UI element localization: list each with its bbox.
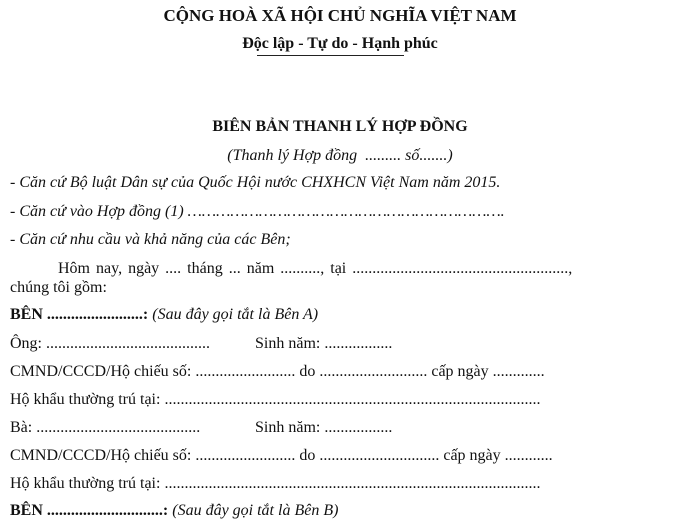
motto-underline [257,55,404,56]
party-a-mrs-birth: Sinh năm: ................. [255,419,393,436]
party-a-id: CMND/CCCD/Hộ chiếu số: ......................... do .............................. cấp ngày ............ [10,447,553,464]
party-b-heading [10,501,338,521]
document-title: BIÊN BẢN THANH LÝ HỢP ĐỒNG [212,118,468,135]
party-a-label: BÊN ........................: [10,306,149,323]
party-a-mrs: Bà: ......................................... [10,419,201,436]
party-a-mr-birth: Sinh năm: ................. [255,335,393,352]
party-a-address: Hộ khẩu thường trú tại: .............................................................................................. [10,475,541,492]
party-b-label: BÊN .............................: [10,502,169,519]
party-b-note: (Sau đây gọi tắt là Bên B) [168,502,339,519]
party-a-address: Hộ khẩu thường trú tại: .............................................................................................. [10,391,541,408]
party-a-id: CMND/CCCD/Hộ chiếu số: ......................... do ........................... cấp ngày ............. [10,363,545,380]
party-a-note: (Sau đây gọi tắt là Bên A) [148,306,319,323]
basis-line: - Căn cứ Bộ luật Dân sự của Quốc Hội nước CHXHCN Việt Nam năm 2015. [10,174,501,191]
intro-line: Hôm nay, ngày .... tháng ... năm .........., tại ......................................................, [58,260,573,277]
motto: Độc lập - Tự do - Hạnh phúc [242,35,438,52]
intro-line: chúng tôi gồm: [10,279,107,296]
party-a-mr: Ông: ......................................... [10,335,210,352]
party-a-heading [10,305,318,325]
basis-line: - Căn cứ vào Hợp đồng (1) …………………………………………………………. [10,203,505,220]
document-subtitle: (Thanh lý Hợp đồng ......... số.......) [227,147,453,164]
nation-heading: CỘNG HOÀ XÃ HỘI CHỦ NGHĨA VIỆT NAM [163,6,517,25]
basis-line: - Căn cứ nhu cầu và khả năng của các Bên; [10,231,291,248]
